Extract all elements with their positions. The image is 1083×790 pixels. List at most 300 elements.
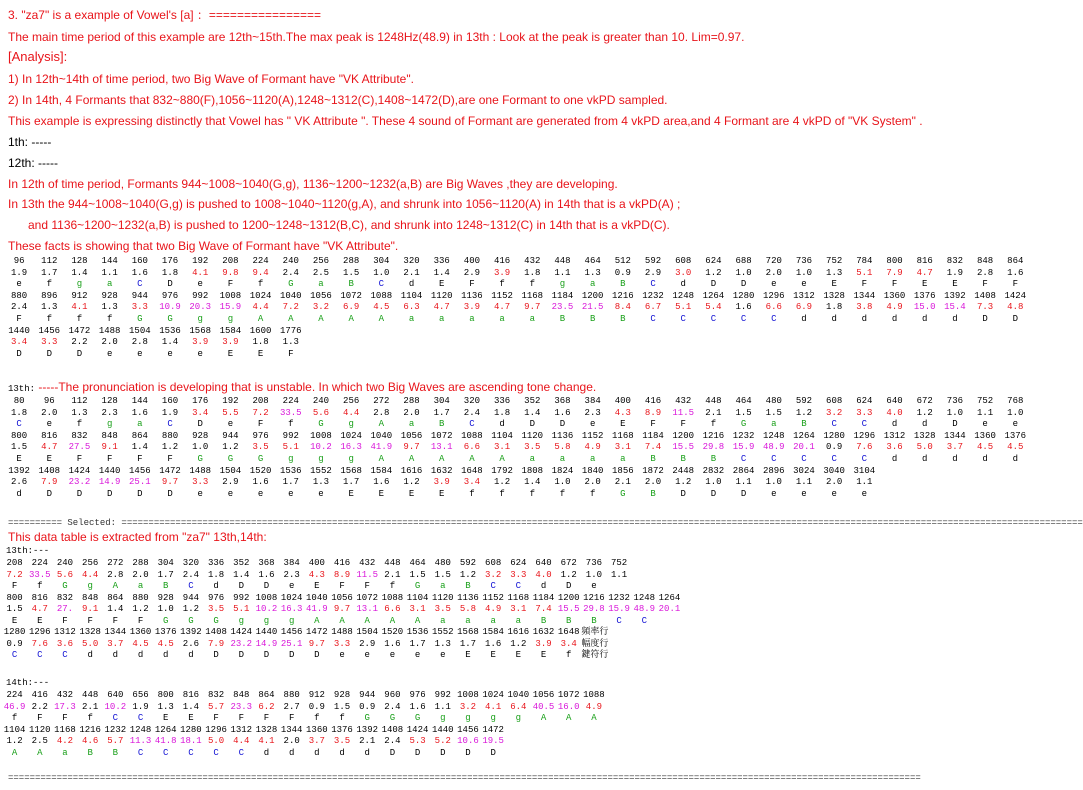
amp-cell: 11.3 bbox=[129, 736, 152, 746]
freq-cell: 1200 bbox=[581, 290, 604, 301]
freq-cell: 592 bbox=[644, 256, 662, 266]
freq-cell: 1440 bbox=[255, 627, 278, 637]
amp-cell: 1.2 bbox=[795, 407, 813, 418]
freq-cell: 176 bbox=[161, 256, 179, 266]
amp-cell: 1.3 bbox=[282, 337, 299, 348]
freq-cell: 976 bbox=[252, 430, 269, 441]
freq-cell: 288 bbox=[403, 396, 420, 406]
key-cell: B bbox=[559, 314, 566, 324]
amp-cell: 2.1 bbox=[359, 736, 376, 746]
key-cell: f bbox=[288, 419, 294, 430]
freq-cell: 512 bbox=[614, 256, 631, 266]
para-12th: In 12th of time period, Formants 944~1008~1040(G,g), 1136~1200~1232(a,B) are Big Waves ,they are developing. bbox=[8, 177, 618, 191]
key-cell: d bbox=[1012, 454, 1018, 464]
amp-cell: 2.4 bbox=[282, 267, 299, 278]
key-cell: E bbox=[16, 454, 22, 464]
freq-cell: 352 bbox=[524, 396, 541, 406]
amp-cell: 4.7 bbox=[41, 442, 58, 453]
key-cell: C bbox=[37, 650, 43, 660]
amp-cell: 1.3 bbox=[312, 477, 330, 488]
freq-cell: 464 bbox=[584, 256, 601, 266]
amp-cell: 2.9 bbox=[222, 477, 239, 488]
freq-cell: 1424 bbox=[230, 627, 253, 637]
key-cell: a bbox=[440, 615, 446, 626]
key-cell: C bbox=[740, 454, 747, 464]
freq-cell: 1424 bbox=[406, 724, 429, 735]
amp-cell: 3.7 bbox=[946, 442, 963, 453]
freq-row bbox=[2, 725, 506, 736]
amp-cell: 1.7 bbox=[343, 477, 360, 488]
key-cell: E bbox=[378, 488, 385, 499]
key-cell: e bbox=[771, 279, 777, 290]
freq-cell: 304 bbox=[433, 396, 450, 406]
freq-cell: 784 bbox=[856, 256, 873, 266]
key-cell: D bbox=[16, 348, 22, 359]
amp-cell: 1.7 bbox=[409, 638, 426, 649]
key-cell: F bbox=[87, 615, 93, 626]
key-cell: f bbox=[76, 314, 83, 324]
freq-cell: 1472 bbox=[306, 627, 328, 637]
freq-cell: 624 bbox=[705, 256, 722, 266]
freq-cell: 400 bbox=[614, 396, 631, 406]
freq-cell: 1280 bbox=[732, 290, 755, 301]
key-cell: E bbox=[163, 713, 169, 723]
amp-cell: 2.6 bbox=[10, 477, 28, 488]
amp-row bbox=[2, 570, 632, 581]
freq-cell: 400 bbox=[463, 256, 480, 266]
amp-cell: 2.2 bbox=[71, 337, 88, 348]
freq-cell: 432 bbox=[359, 558, 376, 568]
amp-cell: 2.3 bbox=[101, 407, 118, 418]
amp-cell: 4.6 bbox=[82, 736, 99, 746]
amp-cell: 1.3 bbox=[71, 407, 88, 418]
amp-cell: 6.6 bbox=[463, 442, 480, 453]
amp-cell: 2.4 bbox=[10, 302, 28, 313]
key-cell: G bbox=[163, 615, 169, 626]
freq-cell: 224 bbox=[31, 558, 48, 568]
amp-cell: 9.7 bbox=[308, 638, 325, 649]
amp-cell: 1.4 bbox=[524, 477, 541, 488]
key-cell: B bbox=[591, 615, 597, 626]
key-cell: C bbox=[167, 419, 173, 430]
freq-cell: 1456 bbox=[129, 465, 151, 476]
amp-cell: 1.5 bbox=[409, 569, 426, 580]
amp-cell: 2.4 bbox=[463, 407, 480, 418]
freq-cell: 112 bbox=[41, 256, 58, 266]
amp-cell: 23.3 bbox=[230, 701, 253, 712]
key-cell: F bbox=[11, 581, 18, 591]
key-cell: G bbox=[137, 314, 143, 324]
freq-cell: 1424 bbox=[1004, 290, 1027, 301]
amp-cell: 1.5 bbox=[6, 604, 23, 614]
freq-cell: 1136 bbox=[461, 290, 483, 301]
freq-cell: 1200 bbox=[672, 430, 695, 441]
freq-cell: 1184 bbox=[532, 592, 555, 603]
freq-cell: 1856 bbox=[612, 465, 634, 476]
amp-row bbox=[4, 408, 1030, 419]
freq-cell: 1184 bbox=[642, 430, 664, 441]
amp-cell: 3.2 bbox=[826, 407, 843, 418]
freq-cell: 368 bbox=[258, 558, 275, 568]
freq-cell: 608 bbox=[485, 558, 502, 568]
amp-cell: 4.7 bbox=[433, 302, 450, 313]
freq-cell: 752 bbox=[826, 256, 843, 266]
key-cell: C bbox=[469, 419, 475, 430]
key-cell: a bbox=[499, 314, 505, 324]
freq-cell: 416 bbox=[493, 256, 511, 266]
amp-cell: 4.1 bbox=[258, 736, 275, 746]
freq-cell: 1008 bbox=[457, 690, 479, 700]
key-cell: e bbox=[227, 488, 234, 499]
key-cell: G bbox=[389, 713, 396, 723]
amp-cell: 15.9 bbox=[608, 604, 630, 614]
freq-cell: 1536 bbox=[406, 627, 429, 637]
amp-cell: 1.0 bbox=[554, 477, 571, 488]
freq-cell: 672 bbox=[916, 396, 933, 406]
key-cell: D bbox=[137, 488, 143, 499]
amp-cell: 3.7 bbox=[107, 638, 124, 649]
key-cell: f bbox=[314, 713, 320, 723]
amp-cell: 3.9 bbox=[433, 477, 450, 488]
freq-cell: 864 bbox=[107, 592, 124, 603]
freq-cell: 1120 bbox=[431, 592, 454, 603]
freq-cell: 1360 bbox=[129, 627, 152, 637]
freq-cell: 1264 bbox=[702, 290, 725, 301]
key-cell: E bbox=[314, 581, 320, 591]
amp-cell: 3.5 bbox=[333, 736, 351, 746]
freq-cell: 832 bbox=[71, 430, 88, 441]
amp-cell: 5.1 bbox=[856, 267, 873, 278]
amp-cell: 4.5 bbox=[1007, 442, 1024, 453]
key-cell: F bbox=[37, 713, 43, 723]
amp-cell: 1.5 bbox=[333, 701, 351, 712]
amp-cell: 9.1 bbox=[82, 604, 99, 614]
freq-cell: 352 bbox=[233, 558, 250, 568]
freq-cell: 1360 bbox=[306, 724, 328, 735]
key-cell: F bbox=[364, 581, 370, 591]
freq-cell: 592 bbox=[795, 396, 813, 406]
freq-cell: 2448 bbox=[672, 465, 695, 476]
key-cell: E bbox=[952, 279, 958, 290]
freq-cell: 304 bbox=[373, 256, 390, 266]
key-cell: d bbox=[137, 650, 144, 660]
freq-cell: 1056 bbox=[532, 690, 555, 700]
key-row bbox=[4, 314, 1030, 325]
amp-cell: 1.1 bbox=[610, 569, 628, 580]
amp-cell: 1.6 bbox=[258, 569, 275, 580]
freq-cell: 944 bbox=[131, 290, 148, 301]
amp-cell: 9.7 bbox=[524, 302, 541, 313]
freq-cell: 1152 bbox=[482, 592, 504, 603]
amp-cell: 1.2 bbox=[459, 569, 477, 580]
amp-cell: 29.8 bbox=[702, 442, 725, 453]
amp-cell: 1.5 bbox=[343, 267, 360, 278]
para-facts: These facts is showing that two Big Wave of Formant have "VK Attribute". bbox=[8, 239, 399, 253]
freq-cell: 160 bbox=[161, 396, 179, 406]
key-cell: e bbox=[771, 488, 777, 499]
key-cell: g bbox=[318, 454, 324, 464]
freq-cell: 992 bbox=[192, 290, 209, 301]
key-cell: F bbox=[213, 713, 219, 723]
freq-cell: 1632 bbox=[430, 465, 453, 476]
key-cell: D bbox=[263, 581, 270, 591]
key-cell: A bbox=[499, 454, 505, 464]
key-cell: C bbox=[11, 650, 18, 660]
key-cell: e bbox=[46, 419, 52, 430]
freq-cell: 384 bbox=[283, 558, 300, 568]
key-cell: e bbox=[389, 650, 396, 660]
freq-cell: 944 bbox=[222, 430, 239, 441]
key-cell: D bbox=[46, 488, 52, 499]
amp-cell: 1.1 bbox=[434, 701, 451, 712]
freq-cell: 1376 bbox=[154, 627, 177, 637]
freq-cell: 400 bbox=[308, 558, 325, 568]
amp-cell: 1.3 bbox=[101, 302, 118, 313]
key-cell: A bbox=[540, 713, 547, 723]
amp-row bbox=[2, 736, 506, 747]
freq-cell: 1552 bbox=[431, 627, 454, 637]
key-row bbox=[4, 349, 306, 360]
amp-cell: 6.6 bbox=[765, 302, 782, 313]
amp-cell: 4.4 bbox=[233, 736, 250, 746]
amp-cell: 4.4 bbox=[82, 569, 99, 580]
freq-cell: 880 bbox=[10, 290, 28, 301]
key-cell: D bbox=[314, 650, 320, 660]
freq-cell: 1328 bbox=[913, 430, 936, 441]
amp-cell: 1.9 bbox=[161, 407, 179, 418]
key-cell: d bbox=[922, 314, 928, 324]
amp-cell: 2.9 bbox=[359, 638, 376, 649]
freq-cell: 1168 bbox=[54, 724, 76, 735]
amp-cell: 1.1 bbox=[795, 477, 813, 488]
freq-cell: 1264 bbox=[154, 724, 177, 735]
key-cell: C bbox=[188, 747, 194, 758]
amp-cell: 3.4 bbox=[463, 477, 480, 488]
amp-cell: 1.6 bbox=[485, 638, 502, 649]
amp-cell: 6.2 bbox=[258, 701, 275, 712]
key-cell: d bbox=[982, 454, 988, 464]
amp-cell: 9.7 bbox=[161, 477, 179, 488]
freq-cell: 304 bbox=[157, 558, 174, 568]
amp-cell: 1.1 bbox=[554, 267, 571, 278]
freq-cell: 1136 bbox=[457, 592, 479, 603]
key-cell: D bbox=[740, 488, 747, 499]
key-cell: E bbox=[922, 279, 928, 290]
amp-cell: 16.0 bbox=[557, 701, 580, 712]
key-cell: d bbox=[801, 314, 807, 324]
key-cell: f bbox=[529, 279, 535, 290]
key-cell: f bbox=[499, 279, 505, 290]
amp-cell: 3.1 bbox=[493, 442, 511, 453]
freq-row bbox=[4, 466, 879, 477]
freq-cell: 1520 bbox=[249, 465, 272, 476]
freq-cell: 592 bbox=[459, 558, 477, 568]
amp-cell: 3.9 bbox=[535, 638, 552, 649]
amp-cell: 16.3 bbox=[340, 442, 362, 453]
amp-cell: 1.2 bbox=[132, 604, 149, 614]
freq-cell: 448 bbox=[384, 558, 401, 568]
freq-cell: 1008 bbox=[310, 430, 332, 441]
key-cell: C bbox=[650, 279, 656, 290]
freq-cell: 256 bbox=[312, 256, 330, 266]
amp-cell: 5.2 bbox=[434, 736, 451, 746]
key-cell: f bbox=[106, 314, 113, 324]
key-cell: e bbox=[831, 488, 837, 499]
amp-cell: 23.5 bbox=[551, 302, 574, 313]
key-cell: C bbox=[616, 615, 622, 626]
key-cell: B bbox=[620, 279, 626, 290]
freq-row bbox=[4, 326, 306, 337]
amp-cell: 1.0 bbox=[373, 267, 390, 278]
amp-cell: 2.0 bbox=[765, 267, 782, 278]
key-cell: C bbox=[213, 747, 219, 758]
amp-cell: 1.7 bbox=[459, 638, 477, 649]
amp-cell: 11.5 bbox=[356, 569, 379, 580]
key-row bbox=[4, 489, 879, 500]
amp-cell: 1.9 bbox=[132, 701, 149, 712]
key-cell: D bbox=[414, 747, 421, 758]
freq-cell: 1152 bbox=[491, 290, 513, 301]
amp-cell: 27.5 bbox=[68, 442, 91, 453]
key-cell: F bbox=[288, 713, 295, 723]
freq-cell: 800 bbox=[886, 256, 903, 266]
freq-cell: 80 bbox=[13, 396, 25, 406]
key-cell: B bbox=[566, 615, 572, 626]
selected-label: ========== Selected: ================================================================================================================================================================================== bbox=[8, 518, 1083, 528]
key-cell: B bbox=[650, 488, 656, 499]
key-cell: A bbox=[439, 454, 445, 464]
key-cell: f bbox=[389, 581, 396, 591]
key-cell: D bbox=[740, 279, 747, 290]
freq-cell: 1344 bbox=[944, 430, 966, 441]
amp-cell: 2.4 bbox=[384, 736, 401, 746]
key-cell: D bbox=[440, 747, 446, 758]
key-cell: A bbox=[288, 314, 294, 324]
key-cell: f bbox=[339, 713, 345, 723]
amp-cell: 1.1 bbox=[735, 477, 752, 488]
amp-cell: 2.9 bbox=[644, 267, 662, 278]
amp-cell: 21.5 bbox=[581, 302, 604, 313]
key-cell: F bbox=[891, 279, 898, 290]
freq-cell: 816 bbox=[41, 430, 58, 441]
amp-cell: 2.8 bbox=[373, 407, 390, 418]
key-cell: d bbox=[891, 419, 898, 430]
freq-cell: 464 bbox=[735, 396, 752, 406]
amp-cell: 2.1 bbox=[82, 701, 99, 712]
amp-row bbox=[2, 702, 607, 713]
freq-cell: 1216 bbox=[702, 430, 725, 441]
amp-cell: 3.3 bbox=[41, 337, 58, 348]
amp-cell: 9.4 bbox=[252, 267, 269, 278]
amp-cell: 1.1 bbox=[101, 267, 118, 278]
freq-cell: 480 bbox=[765, 396, 782, 406]
freq-cell: 1328 bbox=[79, 627, 101, 637]
key-cell: A bbox=[389, 615, 396, 626]
amp-cell: 1.3 bbox=[434, 638, 451, 649]
amp-cell: 3.7 bbox=[308, 736, 325, 746]
amp-cell: 2.0 bbox=[283, 736, 300, 746]
key-cell: C bbox=[62, 650, 68, 660]
key-cell: D bbox=[197, 419, 203, 430]
key-cell: D bbox=[710, 279, 717, 290]
key-cell: a bbox=[515, 615, 522, 626]
amp-cell: 1.2 bbox=[705, 267, 722, 278]
amp-cell: 1.1 bbox=[856, 477, 873, 488]
key-cell: G bbox=[167, 314, 173, 324]
key-cell: G bbox=[414, 581, 421, 591]
amp-cell: 1.5 bbox=[10, 442, 28, 453]
key-cell: e bbox=[589, 419, 596, 430]
amp-cell: 10.2 bbox=[310, 442, 332, 453]
freq-cell: 1440 bbox=[8, 325, 30, 336]
key-cell: E bbox=[620, 419, 626, 430]
amp-cell: 2.0 bbox=[403, 407, 420, 418]
amp-cell: 19.5 bbox=[482, 736, 504, 746]
amp-cell: 15.9 bbox=[219, 302, 242, 313]
freq-cell: 1312 bbox=[54, 627, 76, 637]
amp-cell: 6.6 bbox=[384, 604, 401, 614]
amp-cell: 1.5 bbox=[434, 569, 451, 580]
amp-cell: 2.0 bbox=[101, 337, 118, 348]
key-cell: A bbox=[408, 454, 415, 464]
freq-cell: 1104 bbox=[400, 290, 423, 301]
freq-cell: 192 bbox=[222, 396, 239, 406]
amp-cell: 2.8 bbox=[976, 267, 994, 278]
freq-cell: 624 bbox=[856, 396, 873, 406]
key-cell: e bbox=[339, 650, 345, 660]
amp-cell: 25.1 bbox=[129, 477, 151, 488]
freq-cell: 736 bbox=[946, 396, 963, 406]
analysis-heading: [Analysis]: bbox=[8, 49, 68, 64]
key-cell: A bbox=[414, 615, 421, 626]
key-cell: g bbox=[227, 314, 234, 324]
freq-cell: 1536 bbox=[279, 465, 302, 476]
freq-cell: 1376 bbox=[913, 290, 936, 301]
amp-cell: 4.9 bbox=[585, 701, 602, 712]
freq-cell: 1296 bbox=[762, 290, 785, 301]
key-cell: e bbox=[801, 279, 807, 290]
freq-cell: 1408 bbox=[974, 290, 996, 301]
amp-cell: 幅度行 bbox=[581, 638, 609, 649]
key-row bbox=[2, 616, 657, 627]
freq-cell: 640 bbox=[107, 690, 124, 700]
key-cell: a bbox=[771, 419, 777, 430]
freq-cell: 608 bbox=[675, 256, 692, 266]
freq-cell: 1456 bbox=[457, 724, 479, 735]
amp-cell: 3.2 bbox=[459, 701, 477, 712]
key-cell: A bbox=[112, 581, 119, 591]
amp-cell: 5.0 bbox=[82, 638, 99, 649]
amp-cell: 1.7 bbox=[41, 267, 58, 278]
key-cell: D bbox=[710, 488, 717, 499]
key-cell: a bbox=[589, 454, 596, 464]
key-cell: D bbox=[106, 488, 113, 499]
key-cell: D bbox=[465, 747, 471, 758]
key-cell: a bbox=[529, 454, 535, 464]
amp-cell: 1.2 bbox=[493, 477, 511, 488]
key-cell: g bbox=[106, 419, 113, 430]
key-cell: g bbox=[559, 279, 566, 290]
freq-cell: 1072 bbox=[340, 290, 362, 301]
amp-cell: 0.9 bbox=[308, 701, 325, 712]
key-cell: D bbox=[952, 419, 958, 430]
key-cell: d bbox=[188, 650, 194, 660]
freq-cell: 640 bbox=[886, 396, 903, 406]
key-cell: B bbox=[87, 747, 93, 758]
amp-cell: 1.2 bbox=[560, 569, 577, 580]
freq-cell: 448 bbox=[82, 690, 99, 700]
key-row bbox=[2, 748, 506, 759]
